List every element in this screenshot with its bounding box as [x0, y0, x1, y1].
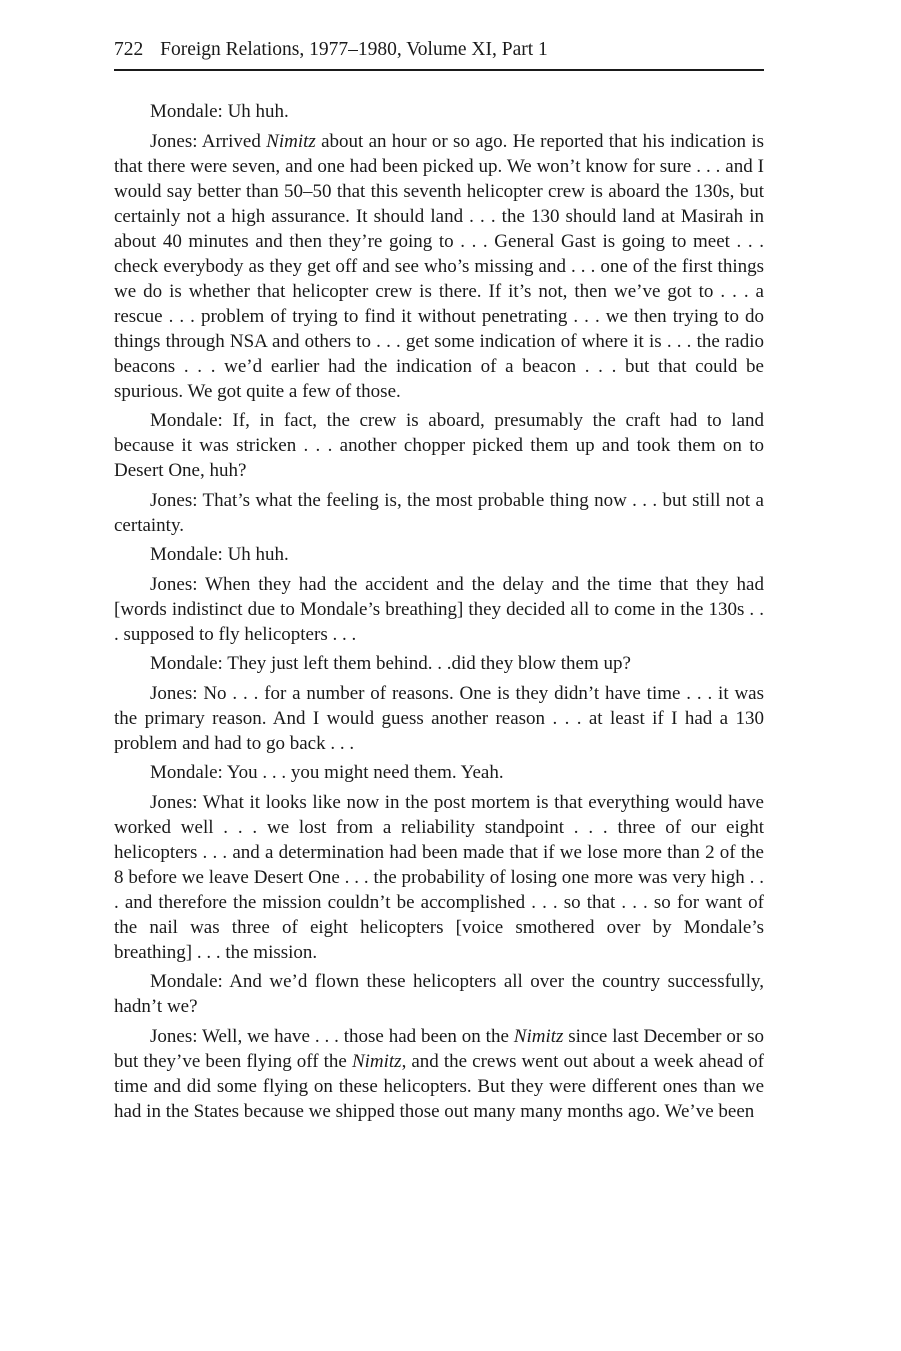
paragraph-text: Mondale: Uh huh. [150, 101, 289, 122]
italic-ship-name: Nimitz [513, 1025, 564, 1047]
transcript-body [114, 99, 764, 1128]
transcript-paragraph [114, 760, 764, 785]
transcript-paragraph [114, 488, 764, 538]
paragraph-text: about an hour or so ago. He reported that his indication is that there were seven, and one had been picked up. We won’t know for sure . . . and I would say better than 50–50 that this seventh helicopter crew is aboard the 130s, but certainly not a high assurance. It should land . . . the 130 should land at Masirah in about 40 minutes and then they’re going to . . . General Gast is going to meet . . . check everybody as they get off and see who’s missing and . . . one of the first things we do is whether that helicopter crew is there. If it’s not, then we’ve got to . . . a rescue . . . problem of trying to find it without penetrating . . . we then trying to do things through NSA and others to . . . get some indication of where it is . . . the radio beacons . . . we’d earlier had the indication of a beacon . . . but that could be spurious. We got quite a few of those. [114, 130, 764, 402]
italic-ship-name: Nimitz [351, 1050, 402, 1072]
transcript-paragraph [114, 542, 764, 567]
running-header [114, 36, 764, 64]
header-rule [114, 69, 764, 71]
paragraph-text: Mondale: Uh huh. [150, 544, 289, 565]
transcript-paragraph [114, 129, 764, 404]
page-number: 722 [114, 39, 144, 60]
italic-ship-name: Nimitz [266, 130, 316, 152]
paragraph-text: Jones: Arrived [150, 130, 267, 152]
transcript-paragraph [114, 651, 764, 676]
paragraph-text: , and the crews went out about a week ahead of time and did some flying on these helicopters. But they were different ones than we had in the States because we shipped those out many many months ago. We’ve been [114, 1050, 765, 1122]
paragraph-text: Mondale: They just left them behind. . .did they blow them up? [150, 653, 631, 674]
transcript-paragraph [114, 790, 764, 965]
paragraph-text: Jones: What it looks like now in the post mortem is that everything would have worked well . . . we lost from a reliability standpoint . . . three of our eight helicopters . . . and a determination had been made that if we lose more than 2 of the 8 before we leave Desert One . . . the probability of losing one more was very high . . . and therefore the mission couldn’t be accomplished . . . so that . . . so for want of the nail was three of eight helicopters [voice smothered over by Mondale’s breathing] . . . the mission. [114, 791, 764, 963]
paragraph-text: Mondale: You . . . you might need them. Yeah. [150, 762, 504, 783]
transcript-paragraph [114, 408, 764, 483]
transcript-paragraph [114, 1024, 764, 1124]
paragraph-text: Jones: When they had the accident and the delay and the time that they had [words indistinct due to Mondale’s breathing] they decided all to come in the 130s . . . supposed to fly helicopters . . . [114, 573, 764, 645]
transcript-paragraph [114, 99, 764, 124]
transcript-paragraph [114, 572, 764, 647]
paragraph-text: Mondale: If, in fact, the crew is aboard, presumably the craft had to land because it was stricken . . . another chopper picked them up and took them on to Desert One, huh? [114, 410, 764, 481]
running-title: Foreign Relations, 1977–1980, Volume XI, Part 1 [160, 39, 548, 60]
paragraph-text: Jones: Well, we have . . . those had been on the [150, 1025, 514, 1047]
transcript-paragraph [114, 969, 764, 1019]
transcript-paragraph [114, 681, 764, 756]
paragraph-text: Jones: That’s what the feeling is, the most probable thing now . . . but still not a certainty. [114, 489, 764, 536]
paragraph-text: since last December or so but they’ve been flying off the [114, 1025, 764, 1072]
paragraph-text: Mondale: And we’d flown these helicopters all over the country successfully, hadn’t we? [114, 971, 764, 1017]
paragraph-text: Jones: No . . . for a number of reasons. One is they didn’t have time . . . it was the primary reason. And I would guess another reason . . . at least if I had a 130 problem and had to go back . . . [114, 682, 764, 754]
